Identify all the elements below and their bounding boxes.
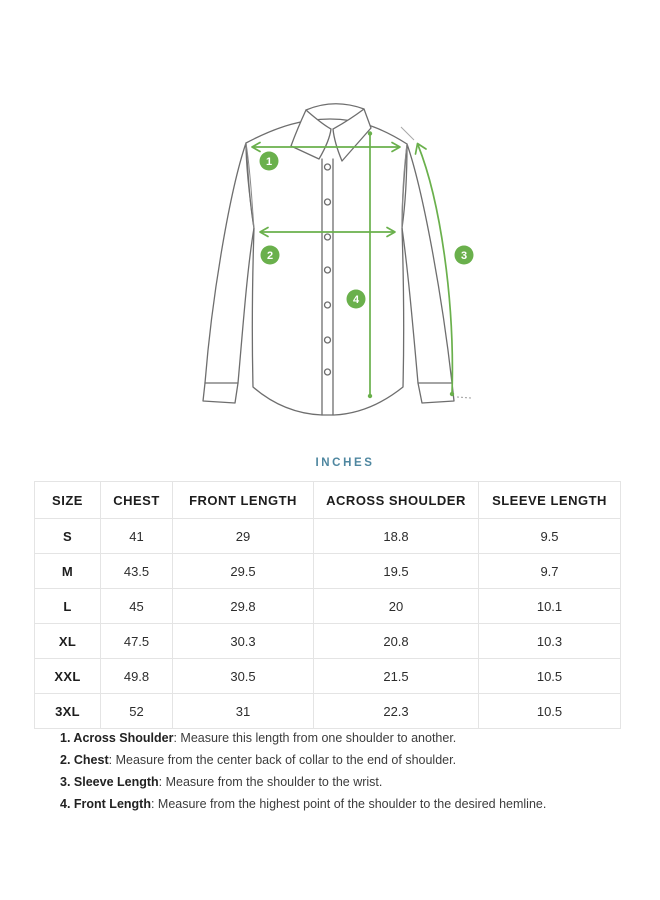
note-label: 3. Sleeve Length <box>60 775 159 789</box>
measurement-cell: 29 <box>173 519 314 554</box>
measurement-cell: 10.5 <box>479 694 621 729</box>
table-row <box>35 519 621 554</box>
cuff-marker-dash <box>457 397 471 398</box>
measurement-cell: 52 <box>101 694 173 729</box>
measurement-note <box>60 727 620 749</box>
measurement-cell: 9.7 <box>479 554 621 589</box>
measurement-cell: 41 <box>101 519 173 554</box>
callout-2-number: 2 <box>266 250 274 262</box>
table-row <box>35 624 621 659</box>
column-header-size: SIZE <box>35 482 101 519</box>
size-cell: L <box>35 589 101 624</box>
measurement-cell: 19.5 <box>314 554 479 589</box>
note-text: : Measure from the center back of collar to the end of shoulder. <box>108 753 457 767</box>
table-row <box>35 554 621 589</box>
measurement-cell: 22.3 <box>314 694 479 729</box>
measurement-notes <box>60 727 620 815</box>
shoulder-marker-dash <box>401 127 414 140</box>
measurement-cell: 29.8 <box>173 589 314 624</box>
size-table <box>34 481 621 729</box>
measurement-cell: 20.8 <box>314 624 479 659</box>
callout-2 <box>261 246 280 265</box>
callout-1 <box>260 152 279 171</box>
callout-4-number: 4 <box>352 294 360 306</box>
callout-1-number: 1 <box>265 156 273 168</box>
measurement-cell: 49.8 <box>101 659 173 694</box>
callout-3 <box>455 246 474 265</box>
note-label: 4. Front Length <box>60 797 151 811</box>
column-header-front-length: FRONT LENGTH <box>173 482 314 519</box>
note-label: 1. Across Shoulder <box>60 731 174 745</box>
measurement-cell: 10.5 <box>479 659 621 694</box>
shirt-left-sleeve <box>203 143 254 403</box>
measurement-cell: 30.3 <box>173 624 314 659</box>
measurement-note <box>60 771 620 793</box>
shirt-collar-band <box>306 104 364 110</box>
size-cell: XXL <box>35 659 101 694</box>
measurement-cell: 45 <box>101 589 173 624</box>
table-row <box>35 589 621 624</box>
shirt-illustration <box>130 95 530 440</box>
measurement-cell: 43.5 <box>101 554 173 589</box>
size-cell: 3XL <box>35 694 101 729</box>
size-table-body <box>35 519 621 729</box>
measurement-cell: 10.1 <box>479 589 621 624</box>
note-text: : Measure this length from one shoulder to another. <box>173 731 457 745</box>
table-row <box>35 694 621 729</box>
column-header-chest: CHEST <box>101 482 173 519</box>
size-cell: M <box>35 554 101 589</box>
size-cell: XL <box>35 624 101 659</box>
column-header-sleeve-length: SLEEVE LENGTH <box>479 482 621 519</box>
note-text: : Measure from the highest point of the shoulder to the desired hemline. <box>150 797 547 811</box>
column-header-across-shoulder: ACROSS SHOULDER <box>314 482 479 519</box>
size-table-header-row <box>35 482 621 519</box>
measurement-cell: 31 <box>173 694 314 729</box>
note-label: 2. Chest <box>60 753 109 767</box>
measurement-cell: 30.5 <box>173 659 314 694</box>
size-cell: S <box>35 519 101 554</box>
callout-4 <box>347 290 366 309</box>
measurement-cell: 29.5 <box>173 554 314 589</box>
table-row <box>35 659 621 694</box>
measurement-cell: 9.5 <box>479 519 621 554</box>
measurement-note <box>60 793 620 815</box>
note-text: : Measure from the shoulder to the wrist. <box>158 775 383 789</box>
measurement-cell: 10.3 <box>479 624 621 659</box>
measurement-note <box>60 749 620 771</box>
measurement-cell: 21.5 <box>314 659 479 694</box>
shirt-measurement-diagram <box>130 95 530 440</box>
units-label: INCHES <box>315 457 375 469</box>
callout-3-number: 3 <box>460 250 468 262</box>
measurement-cell: 18.8 <box>314 519 479 554</box>
measurement-cell: 20 <box>314 589 479 624</box>
measurement-cell: 47.5 <box>101 624 173 659</box>
